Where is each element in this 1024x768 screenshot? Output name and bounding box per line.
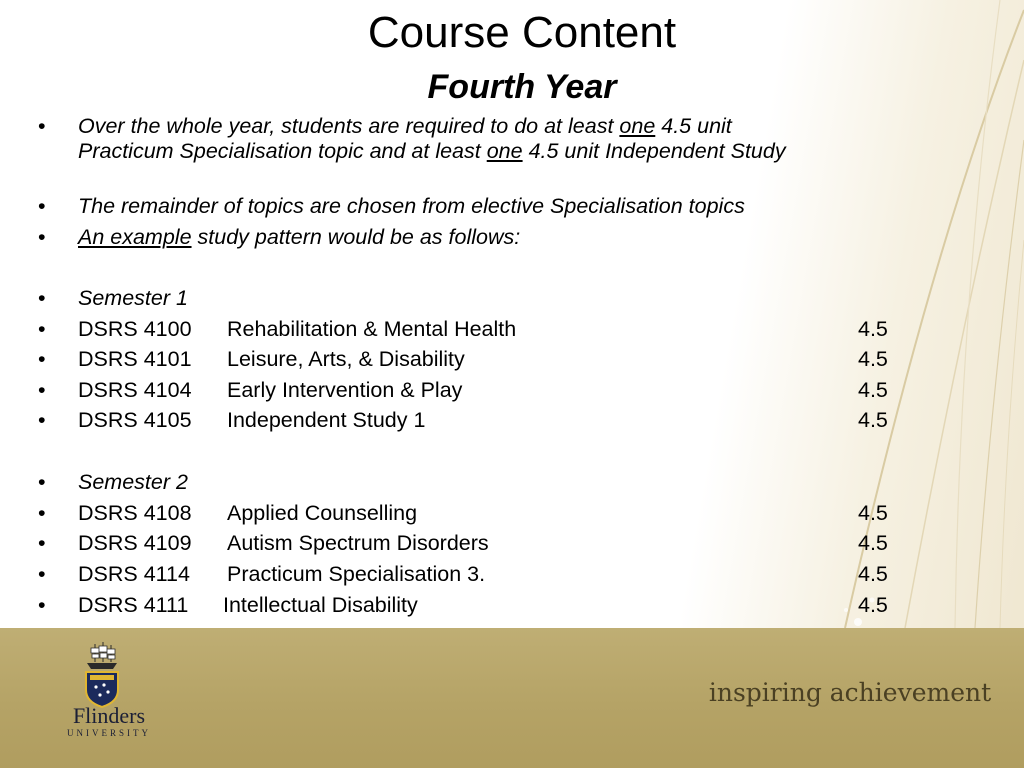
bullet: •	[38, 286, 46, 310]
course-code: DSRS 4105	[78, 408, 192, 432]
course-name: Rehabilitation & Mental Health	[227, 317, 517, 341]
bullet: •	[38, 593, 46, 617]
bullet: •	[38, 225, 46, 249]
course-code: DSRS 4108	[78, 501, 192, 525]
bullet: •	[38, 194, 46, 218]
semester-label: Semester 1	[78, 286, 188, 310]
course-code: DSRS 4100	[78, 317, 192, 341]
bullet: •	[38, 317, 46, 341]
bullet: •	[38, 347, 46, 371]
course-units: 4.5	[858, 531, 888, 555]
emphasis-one: one	[619, 114, 656, 138]
course-units: 4.5	[858, 317, 888, 341]
logo-wordmark: Flinders	[72, 703, 146, 728]
course-code: DSRS 4109	[78, 531, 192, 555]
bullet: •	[38, 531, 46, 555]
bullet: •	[38, 470, 46, 494]
course-units: 4.5	[858, 562, 888, 586]
slide-subtitle: Fourth Year	[427, 68, 617, 106]
course-name: Early Intervention & Play	[227, 378, 463, 402]
course-name: Practicum Specialisation 3.	[227, 562, 486, 586]
logo-subtitle: UNIVERSITY	[67, 728, 151, 738]
course-units: 4.5	[858, 593, 888, 617]
university-crest-icon	[82, 642, 122, 708]
remainder-text: The remainder of topics are chosen from elective Specialisation topics	[78, 194, 745, 218]
course-code: DSRS 4111	[78, 593, 189, 617]
semester-label: Semester 2	[78, 470, 188, 494]
bullet: •	[38, 501, 46, 525]
course-name: Independent Study 1	[227, 408, 426, 432]
course-name: Leisure, Arts, & Disability	[227, 347, 465, 371]
intro-line-1: Over the whole year, students are required to do at least one 4.5 unit	[78, 114, 732, 138]
emphasis-one: one	[486, 139, 523, 163]
course-units: 4.5	[858, 378, 888, 402]
course-code: DSRS 4114	[78, 562, 190, 586]
course-code: DSRS 4101	[78, 347, 192, 371]
bullet: •	[38, 114, 46, 138]
slide-title: Course Content	[367, 8, 677, 57]
example-underlined: An example	[78, 225, 192, 249]
course-name: Autism Spectrum Disorders	[227, 531, 489, 555]
course-code: DSRS 4104	[78, 378, 192, 402]
example-text: An example study pattern would be as follows:	[78, 225, 521, 249]
course-units: 4.5	[858, 347, 888, 371]
course-units: 4.5	[858, 501, 888, 525]
bullet: •	[38, 378, 46, 402]
bullet: •	[38, 562, 46, 586]
bullet: •	[38, 408, 46, 432]
intro-line-2: Practicum Specialisation topic and at least one 4.5 unit Independent Study	[78, 139, 786, 163]
course-name: Intellectual Disability	[223, 593, 418, 617]
course-name: Applied Counselling	[227, 501, 418, 525]
course-units: 4.5	[858, 408, 888, 432]
footer-tagline: inspiring achievement	[708, 678, 992, 707]
